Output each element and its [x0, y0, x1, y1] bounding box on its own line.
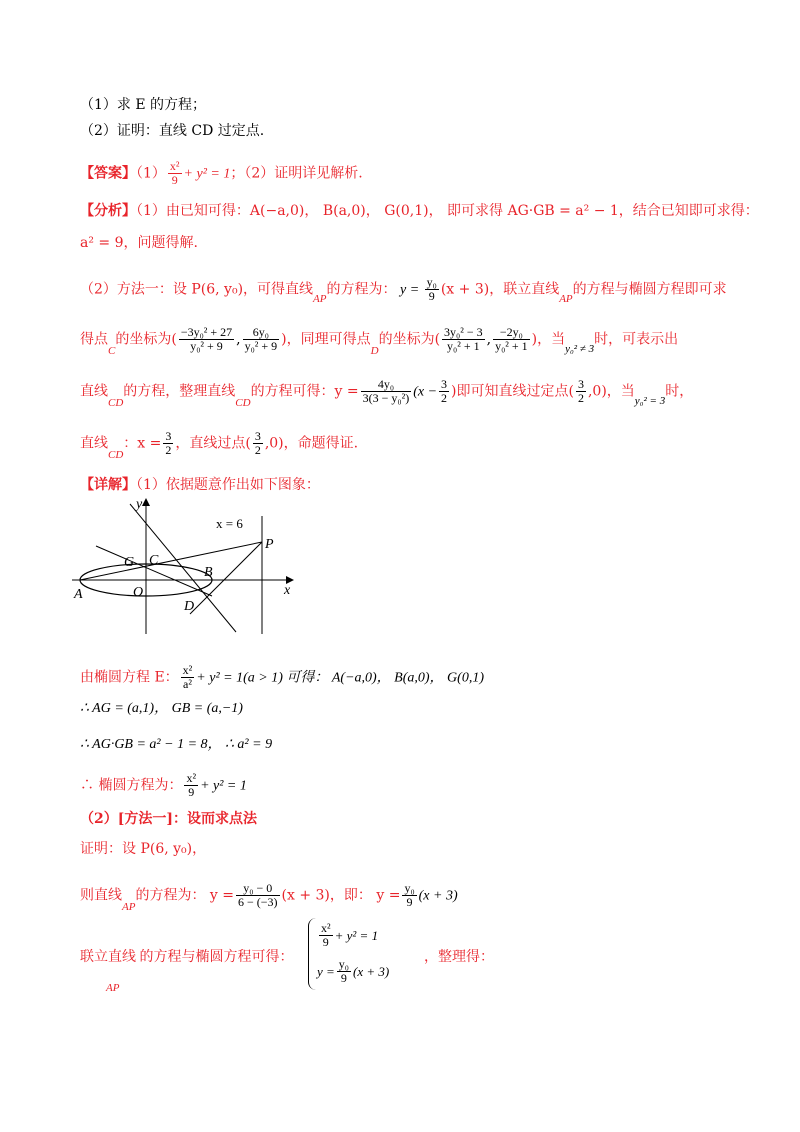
label-p: P — [265, 537, 274, 552]
method1-line-2-tail: ，整理得： — [424, 949, 494, 965]
method1-title: （2）[方法一]：设而求点法 — [80, 811, 257, 827]
analysis-line-3: （2）方法一：设 P(6, y₀)，可得直线$_{AP}$的方程为： y = $\frac{\text{y₀}}{9}$ (x + 3)，联立直线$_{AP}$的方程与椭圆方程即可求 — [80, 275, 727, 305]
question-2: （2）证明：直线 CD 过定点. — [80, 123, 265, 139]
analysis-line-1: 【分析】（1）由已知可得：A(−a,0)， B(a,0)， G(0,1)， 即可求得 AG·GB = a² − 1，结合已知即可求得： — [80, 203, 759, 219]
analysis-line-4: 得点$_C$的坐标为( $\frac{\text{−3y₀² + 27}}{\text{y₀² + 9}}$ , $\frac{\text{6y₀}}{\text{y₀² + 9}}$ )，同理可得点$_D$的坐标为( $\frac{\text{3y₀² − 3}}{\text{y₀² + 1}}$ , $\frac{\text{−2y₀}}{\text{y₀² + 1}}$ )，当$_{y_0^2 \ne 3}$时，可表示出 — [80, 325, 679, 357]
ellipse-figure — [66, 496, 306, 640]
detail-step-1: 由椭圆方程 E： $\frac{\text{x²}}{\text{a²}}$ + y² = 1(a > 1) 可得： A(−a,0)， B(a,0)， G(0,1) — [80, 663, 484, 691]
line-ap — [80, 542, 262, 580]
label-x: x — [284, 583, 291, 598]
answer-eq-rest: + y² = 1 — [183, 166, 231, 182]
detail-step-2: ∴ AG = (a,1)， GB = (a,−1) — [80, 701, 243, 716]
detail-step-3: ∴ AG·GB = a² − 1 = 8， ∴ a² = 9 — [80, 737, 273, 752]
method1-proof: 证明：设 P(6, y₀)， — [80, 841, 207, 857]
answer-line — [80, 160, 363, 187]
answer-fraction: $\frac{\text{x²}}{9}$ — [169, 159, 180, 187]
label-c: C — [149, 553, 159, 568]
question-1: （1）求 E 的方程； — [80, 97, 207, 113]
label-g: G — [124, 555, 135, 570]
answer-tag: 【答案】 — [80, 165, 136, 182]
label-o: O — [133, 585, 144, 600]
analysis-line-2: a² = 9，问题得解. — [80, 235, 198, 251]
label-a: A — [74, 587, 83, 602]
detail-tag: 【详解】 — [80, 477, 136, 493]
method1-line-1: 则直线$_{AP}$的方程为： y = $\frac{\text{y₀ − 0}}{6 - (-3)}$ (x + 3)，即： y = $\frac{\text{y₀}}{9}$ (x + 3) — [80, 881, 458, 913]
answer-part2: ；（2）证明详见解析. — [230, 165, 363, 182]
method1-line-2: 联立直线$_{AP}$的方程与椭圆方程可得： — [80, 949, 294, 994]
line-bp — [190, 542, 262, 614]
analysis-line-6: 直线$_{CD}$：x = $\frac{3}{2}$ ，直线过点( $\frac{3}{2}$ ,0)，命题得证. — [80, 429, 359, 461]
detail-step-4: ∴ 椭圆方程为： $\frac{\text{x²}}{9}$ + y² = 1 — [80, 771, 247, 799]
system-eq-1: $\frac{\text{x²}}{9}$ + y² = 1 — [321, 921, 379, 949]
label-y: y — [136, 497, 143, 512]
detail-heading: 【详解】（1）依据题意作出如下图象： — [80, 477, 320, 493]
label-x6: x = 6 — [216, 516, 243, 531]
label-d: D — [184, 599, 195, 614]
equation-system — [308, 918, 427, 990]
system-eq-2: y = $\frac{\text{y₀}}{9}$ (x + 3) — [317, 957, 390, 985]
label-b: B — [204, 565, 213, 580]
analysis-line-5: 直线$_{CD}$的方程，整理直线$_{CD}$的方程可得：y = $\frac{\text{4y₀}}{\text{3(3 − y₀²)}}$ (x − $\frac{3}{2}$ )即可知直线过定点( $\frac{3}{2}$ ,0)，当$_{y_0^2 = 3}$时， — [80, 377, 694, 409]
answer-part1: （1） — [136, 165, 166, 182]
analysis-tag: 【分析】 — [80, 203, 136, 219]
